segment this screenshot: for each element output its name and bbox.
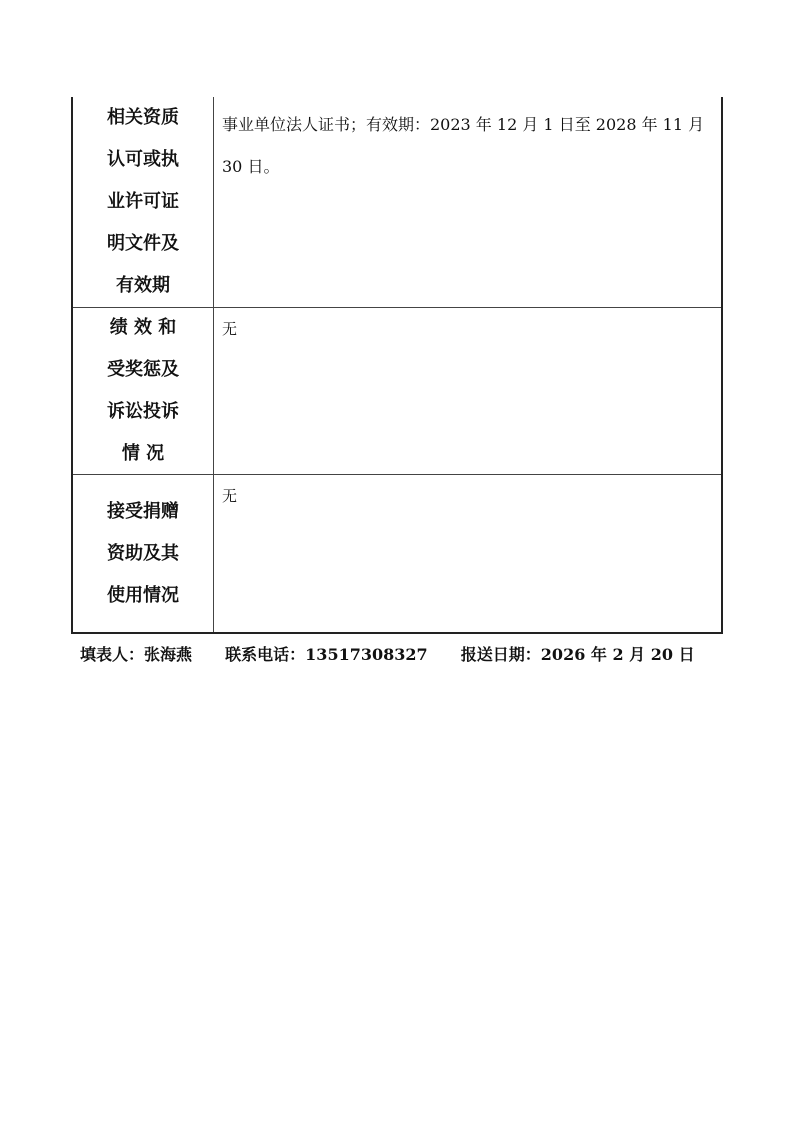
donations-text: 无	[222, 487, 238, 505]
info-table	[71, 97, 723, 634]
row-label	[73, 97, 214, 307]
label-line: 接受捐赠	[107, 500, 179, 522]
row-value	[214, 97, 721, 307]
table-row-qualifications	[73, 97, 721, 307]
label-line: 受奖惩及	[107, 359, 179, 380]
performance-text: 无	[222, 320, 238, 338]
label-line: 使用情况	[107, 584, 179, 606]
row-value	[214, 475, 721, 632]
label-line: 业许可证	[107, 191, 179, 212]
table-row-performance	[73, 307, 721, 474]
form-footer	[80, 642, 695, 665]
submission-date: 报送日期：2026 年 2 月 20 日	[460, 645, 695, 664]
contact-phone: 联系电话：13517308327	[225, 645, 428, 664]
row-label	[73, 308, 214, 474]
label-line: 资助及其	[107, 542, 179, 564]
label-line: 相关资质	[107, 107, 179, 128]
row-label	[73, 475, 214, 632]
label-line: 情 况	[121, 443, 165, 464]
qualification-text: 事业单位法人证书；有效期：2023 年 12 月 1 日至 2028 年 11 月 30 日。	[222, 115, 705, 176]
label-line: 明文件及	[107, 233, 179, 254]
row-value	[214, 308, 721, 474]
label-line: 有效期	[116, 275, 170, 296]
table-row-donations	[73, 474, 721, 632]
label-line: 认可或执	[107, 149, 179, 170]
label-line: 绩 效 和	[109, 317, 177, 338]
filler-name: 填表人：张海燕	[80, 645, 193, 664]
label-line: 诉讼投诉	[107, 401, 179, 422]
